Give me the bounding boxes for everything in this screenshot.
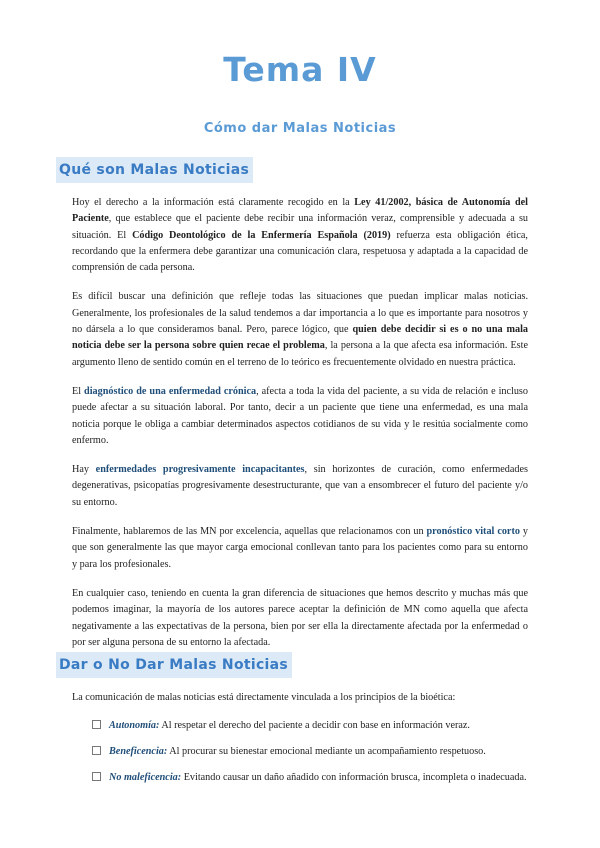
text-run: El (72, 385, 85, 397)
text-run: refuerza esta obligación ética, recordando que la enfermera debe garantizar una comunicación clara, respetuosa y adaptada a la capacidad de comprensión de cada persona. (72, 229, 528, 274)
paragraph-1 (72, 195, 528, 276)
checklist-term: No maleficencia: (109, 772, 182, 783)
bioethics-checklist (92, 718, 528, 796)
checklist-item-autonomia (92, 718, 528, 734)
checklist-term: Autonomía: (109, 720, 160, 731)
text-run: Hay (72, 464, 96, 476)
section-heading-dar-o-no: Dar o No Dar Malas Noticias (56, 652, 292, 678)
paragraph-6: En cualquier caso, teniendo en cuenta la gran diferencia de situaciones que hemos descrito y muchas más que podemos imaginar, la mayoría de los autores parece aceptar la definición de MN como aquella que afecta negativamente a las expectativas de la persona, bien por ser ella la directamente afectada por la enfermedad o por ser alguna persona de su entorno la afectada. (72, 587, 528, 648)
checkbox-icon[interactable] (92, 746, 101, 755)
checkbox-icon[interactable] (92, 720, 101, 729)
checklist-text: Al procurar su bienestar emocional mediante un acompañamiento respetuoso. (167, 746, 486, 757)
text-run: y que son generalmente las que mayor carga emocional conllevan tanto para los pacientes como para su entorno y para los profesionales. (72, 526, 528, 570)
section-intro: La comunicación de malas noticias está directamente vinculada a los principios de la bioética: (72, 692, 456, 703)
bold-law-reference: Ley 41/2002, básica de Autonomía del Paciente (72, 197, 528, 225)
text-run: , afecta a toda la vida del paciente, a su vida de relación e incluso puede afectar a su situación laboral. Por tanto, decir a un paciente que tiene una enfermedad, es una mala noticia porque le obliga a cambiar determinados aspectos cotidianos de su vida y le resitúa socialmente como enfermo. (72, 385, 528, 446)
text-run: Finalmente, hablaremos de las MN por excelencia, aquellas que relacionamos con un (72, 526, 427, 538)
paragraph-3 (72, 384, 528, 449)
highlight-term: diagnóstico de una enfermedad crónica (84, 385, 257, 397)
text-run: , sin horizontes de curación, como enfermedades degenerativas, psicopatías progresivamente desestructurante, que van a ensombrecer el futuro del paciente y/o su entorno. (72, 464, 528, 508)
paragraph-4 (72, 462, 528, 511)
text-run: Hoy el derecho a la información está claramente recogido en la (72, 197, 355, 208)
bold-code-reference: Código Deontológico de la Enfermería Española (2019) (132, 229, 391, 241)
paragraph-5 (72, 524, 528, 573)
checklist-item-beneficencia (92, 744, 528, 760)
document-title: Tema IV (223, 50, 377, 89)
bold-emphasis: quien debe decidir si es o no una mala noticia debe ser la persona sobre quien recae el problema (72, 324, 528, 352)
checkbox-icon[interactable] (92, 772, 101, 781)
checklist-item-no-maleficencia (92, 770, 528, 786)
document-subtitle: Cómo dar Malas Noticias (203, 121, 397, 136)
paragraph-2 (72, 289, 528, 370)
section-heading-que-son: Qué son Malas Noticias (56, 157, 253, 183)
checklist-text: Evitando causar un daño añadido con información brusca, incompleta o inadecuada. (181, 772, 527, 783)
text-run: , la persona a la que afecta esa información. Este argumento lleno de sentido común en el terreno de lo teórico es frecuentemente olvidado en nuestra práctica. (72, 340, 528, 368)
checklist-term: Beneficencia: (109, 746, 168, 757)
text-run: Es difícil buscar una definición que refleje todas las situaciones que puedan implicar malas noticias. Generalmente, los profesionales de la salud tendemos a dar importancia a lo que es importante para nosotros y no dársela a lo que consideramos banal. Pero, parece lógico, que (72, 291, 528, 336)
checklist-text: Al respetar el derecho del paciente a decidir con base en información veraz. (159, 720, 470, 731)
highlight-term: pronóstico vital corto (426, 526, 520, 538)
text-run: , que establece que el paciente debe recibir una información veraz, comprensible y adecuada a su situación. El (72, 213, 528, 241)
highlight-term: enfermedades progresivamente incapacitantes (95, 464, 305, 476)
section-body-que-son (72, 195, 528, 664)
